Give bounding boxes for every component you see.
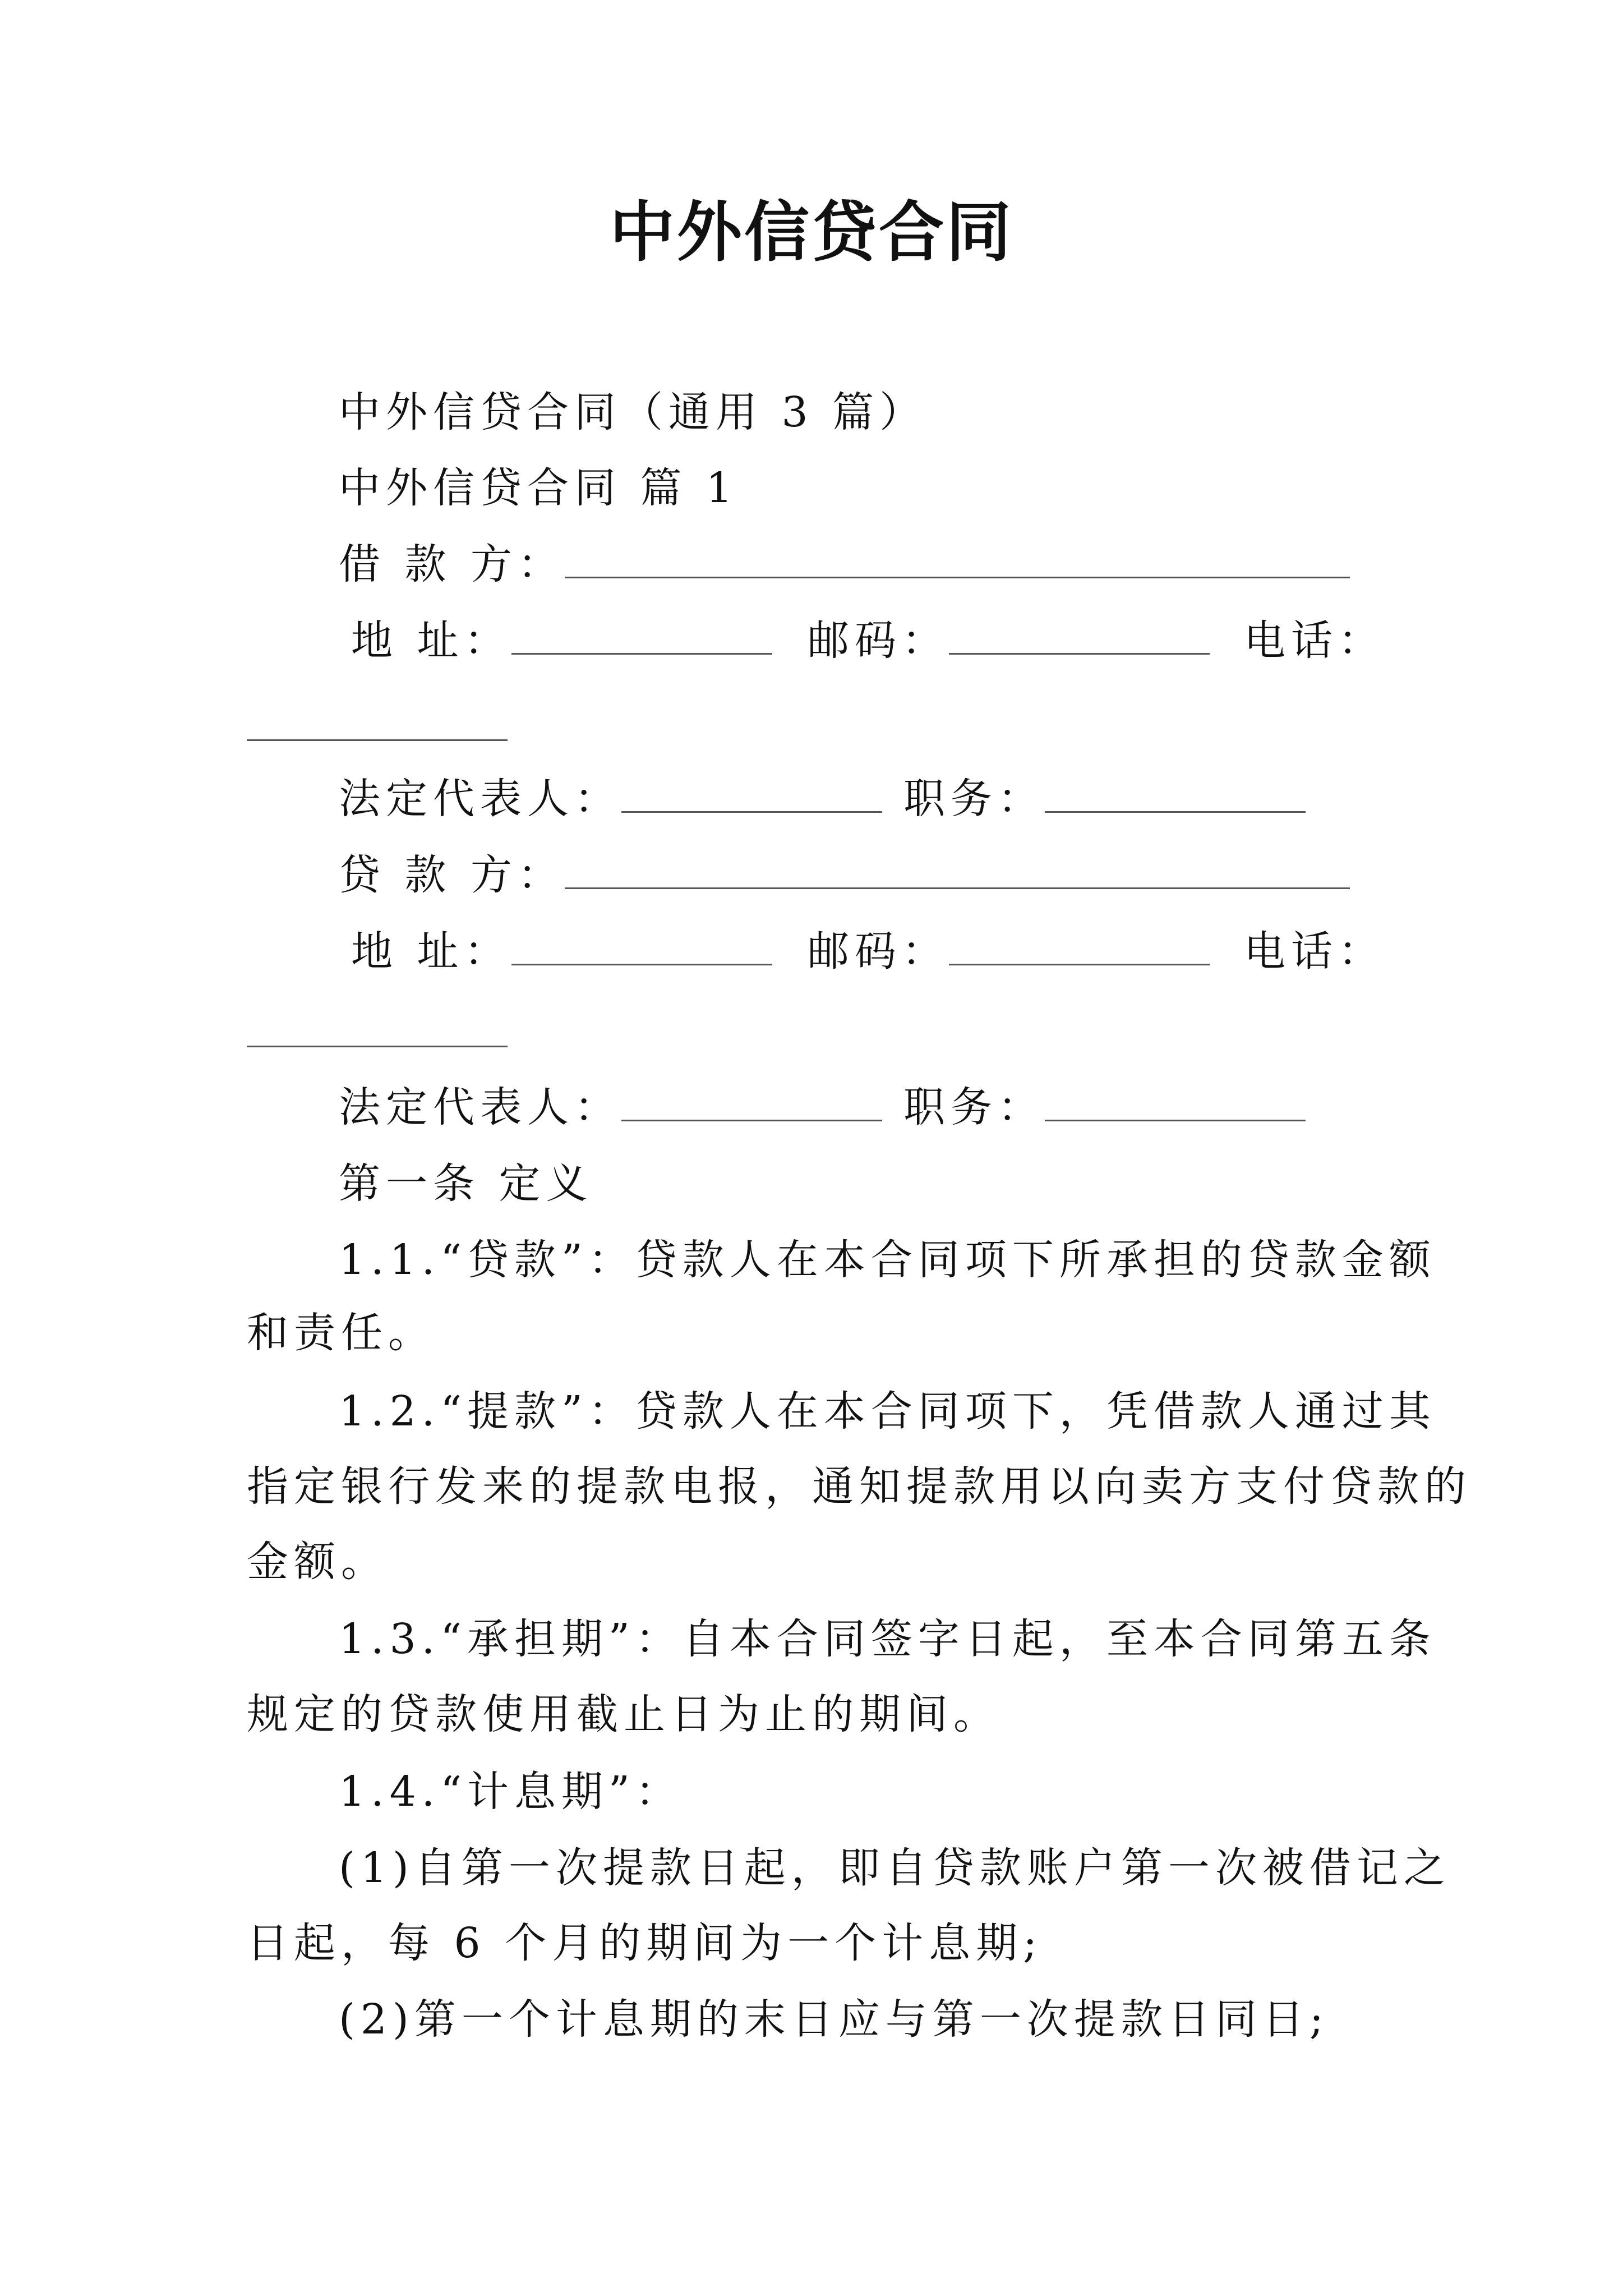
borrower-postcode-label: 邮码：: [808, 616, 949, 665]
borrower-phone-cell: [1244, 613, 1385, 669]
paragraph-1-2-line-1: 1.2.“提款”：贷款人在本合同项下，凭借款人通过其: [339, 1387, 1436, 1435]
paragraph-1-4-line-1: 1.4.“计息期”：: [339, 1768, 683, 1816]
lender-label: 贷 款 方：: [339, 851, 565, 899]
document-subtitle: 中外信贷合同（通用 3 篇）: [339, 388, 927, 436]
borrower-legal-rep-blank[interactable]: [621, 782, 882, 813]
lender-postcode-cell: [808, 923, 1210, 979]
lender-address-row: [339, 923, 772, 979]
lender-row: [339, 847, 1350, 903]
paragraph-1-3-line-2: 规定的贷款使用截止日为止的期间。: [247, 1690, 1000, 1738]
borrower-postcode-cell: [808, 613, 1210, 669]
section-heading: 中外信贷合同 篇 1: [339, 464, 739, 512]
borrower-row: [339, 536, 1350, 592]
item-1-line-1: (1)自第一次提款日起，即自贷款账户第一次被借记之: [339, 1844, 1451, 1892]
borrower-name-blank[interactable]: [565, 547, 1350, 578]
lender-legal-rep-blank[interactable]: [621, 1091, 882, 1121]
document-title: 中外信贷合同: [610, 195, 1013, 270]
paragraph-1-1-line-1: 1.1.“贷款”：贷款人在本合同项下所承担的贷款金额: [339, 1236, 1436, 1284]
borrower-position-blank[interactable]: [1045, 782, 1306, 813]
lender-postcode-blank[interactable]: [949, 935, 1210, 965]
item-1-line-2: 日起，每 6 个月的期间为一个计息期;: [247, 1919, 1043, 1967]
item-2-line-1: (2)第一个计息期的末日应与第一次提款日同日;: [339, 1995, 1329, 2044]
paragraph-1-3-line-1: 1.3.“承担期”：自本合同签字日起，至本合同第五条: [339, 1615, 1436, 1663]
article-1-heading: 第一条 定义: [339, 1159, 593, 1208]
paragraph-1-2-line-3: 金额。: [247, 1538, 388, 1586]
lender-position-blank[interactable]: [1045, 1091, 1306, 1121]
lender-phone-label: 电话：: [1244, 927, 1385, 976]
borrower-phone-label: 电话：: [1244, 616, 1385, 665]
borrower-address-blank[interactable]: [511, 624, 772, 655]
lender-legal-rep-label: 法定代表人：: [339, 1083, 621, 1131]
lender-address-label: 地 址：: [351, 927, 511, 976]
lender-phone-blank[interactable]: [247, 1046, 508, 1047]
borrower-legal-rep-label: 法定代表人：: [339, 775, 621, 823]
borrower-address-row: [339, 613, 772, 669]
lender-phone-cell: [1244, 923, 1385, 979]
borrower-position-label: 职务：: [903, 775, 1045, 823]
lender-name-blank[interactable]: [565, 858, 1350, 889]
borrower-legal-rep-row: [339, 771, 1306, 827]
borrower-label: 借 款 方：: [339, 540, 565, 588]
paragraph-1-2-line-2: 指定银行发来的提款电报，通知提款用以向卖方支付贷款的: [247, 1462, 1472, 1511]
borrower-address-label: 地 址：: [351, 616, 511, 665]
borrower-postcode-blank[interactable]: [949, 624, 1210, 655]
paragraph-1-1-line-2: 和责任。: [247, 1309, 435, 1357]
borrower-phone-blank[interactable]: [247, 739, 508, 741]
lender-position-label: 职务：: [903, 1083, 1045, 1131]
lender-legal-rep-row: [339, 1079, 1306, 1135]
lender-postcode-label: 邮码：: [808, 927, 949, 976]
lender-address-blank[interactable]: [511, 935, 772, 965]
